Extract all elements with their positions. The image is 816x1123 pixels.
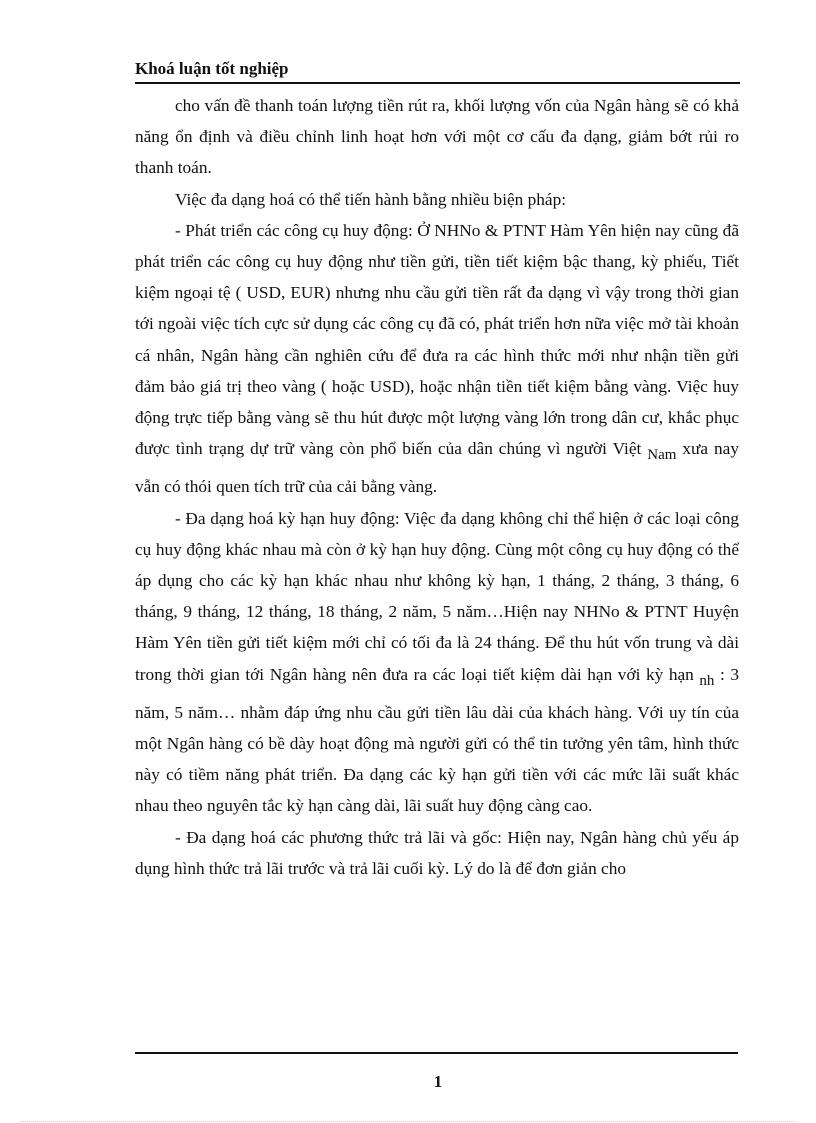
paragraph: Việc đa dạng hoá có thể tiến hành bằng nhiều biện pháp: bbox=[175, 189, 567, 209]
footer-divider bbox=[135, 1052, 738, 1054]
paragraph-text: - Phát triển các công cụ huy động: Ở NHNo & PTNT Hàm Yên hiện nay cũng đã phát triển các công cụ huy động như tiền gửi, tiền tiết kiệm bậc thang, kỳ phiếu, Tiết kiệm ngoại tệ ( USD, EUR) nhưng nhu cầu gửi tiền rất đa dạng vì vậy trong thời gian tới ngoài việc tích cực sử dụng các công cụ đã có, phát triển hơn nữa việc mở tài khoản cá nhân, Ngân hàng cần nghiên cứu để đưa ra các hình thức mới như nhận tiền gửi đảm bảo giá trị theo vàng ( hoặc USD), hoặc nhận tiền tiết kiệm bằng vàng. Việc huy động trực tiếp bằng vàng sẽ thu hút được một lượng vàng lớn trong dân cư, khắc phục được tình trạng dự trữ vàng còn phổ biến của dân chúng vì người Việt bbox=[135, 220, 739, 459]
paragraph-text: - Đa dạng hoá kỳ hạn huy động: Việc đa dạng không chỉ thể hiện ở các loại công cụ huy động khác nhau mà còn ở kỳ hạn huy động. Cùng một công cụ huy động có thể áp dụng cho các kỳ hạn khác nhau như không kỳ hạn, 1 tháng, 2 tháng, 3 tháng, 6 tháng, 9 tháng, 12 tháng, 18 tháng, 2 năm, 5 năm…Hiện nay NHNo & PTNT Huyện Hàm Yên tiền gửi tiết kiệm mới chỉ có tối đa là 24 tháng. Để thu hút vốn trung và dài trong thời gian tới Ngân hàng nên đưa ra các loại tiết kiệm dài hạn với kỳ hạn bbox=[135, 508, 739, 684]
page-header-title: Khoá luận tốt nghiệp bbox=[135, 58, 740, 84]
page-number: 1 bbox=[433, 1072, 443, 1091]
paragraph bbox=[135, 215, 739, 503]
paragraph-text: xưa nay vẫn có thói quen tích trữ của cải bằng vàng. bbox=[135, 439, 739, 497]
paragraph bbox=[135, 503, 739, 822]
paragraph: - Đa dạng hoá các phương thức trả lãi và gốc: Hiện nay, Ngân hàng chủ yếu áp dụng hình thức trả lãi trước và trả lãi cuối kỳ. Lý do là để đơn giản cho bbox=[135, 827, 739, 878]
paragraph-text: : 3 năm, 5 năm… nhằm đáp ứng nhu cầu gửi tiền lâu dài của khách hàng. Với uy tín của một Ngân hàng có bề dày hoạt động mà người gửi có thể tin tưởng yên tâm, hình thức này có tiềm năng phát triển. Đa dạng các kỳ hạn gửi tiền với các mức lãi suất khác nhau theo nguyên tắc kỳ hạn càng dài, lãi suất huy động càng cao. bbox=[135, 664, 739, 816]
subscript-word: nh bbox=[699, 672, 715, 689]
subscript-word: Nam bbox=[647, 447, 677, 464]
paragraph: cho vấn đề thanh toán lượng tiền rút ra, khối lượng vốn của Ngân hàng sẽ có khả năng ổn định và điều chỉnh linh hoạt hơn với một cơ cấu đa dạng, giảm bớt rủi ro thanh toán. bbox=[135, 96, 739, 178]
page-break-divider bbox=[20, 1121, 796, 1122]
body-text bbox=[135, 90, 739, 884]
